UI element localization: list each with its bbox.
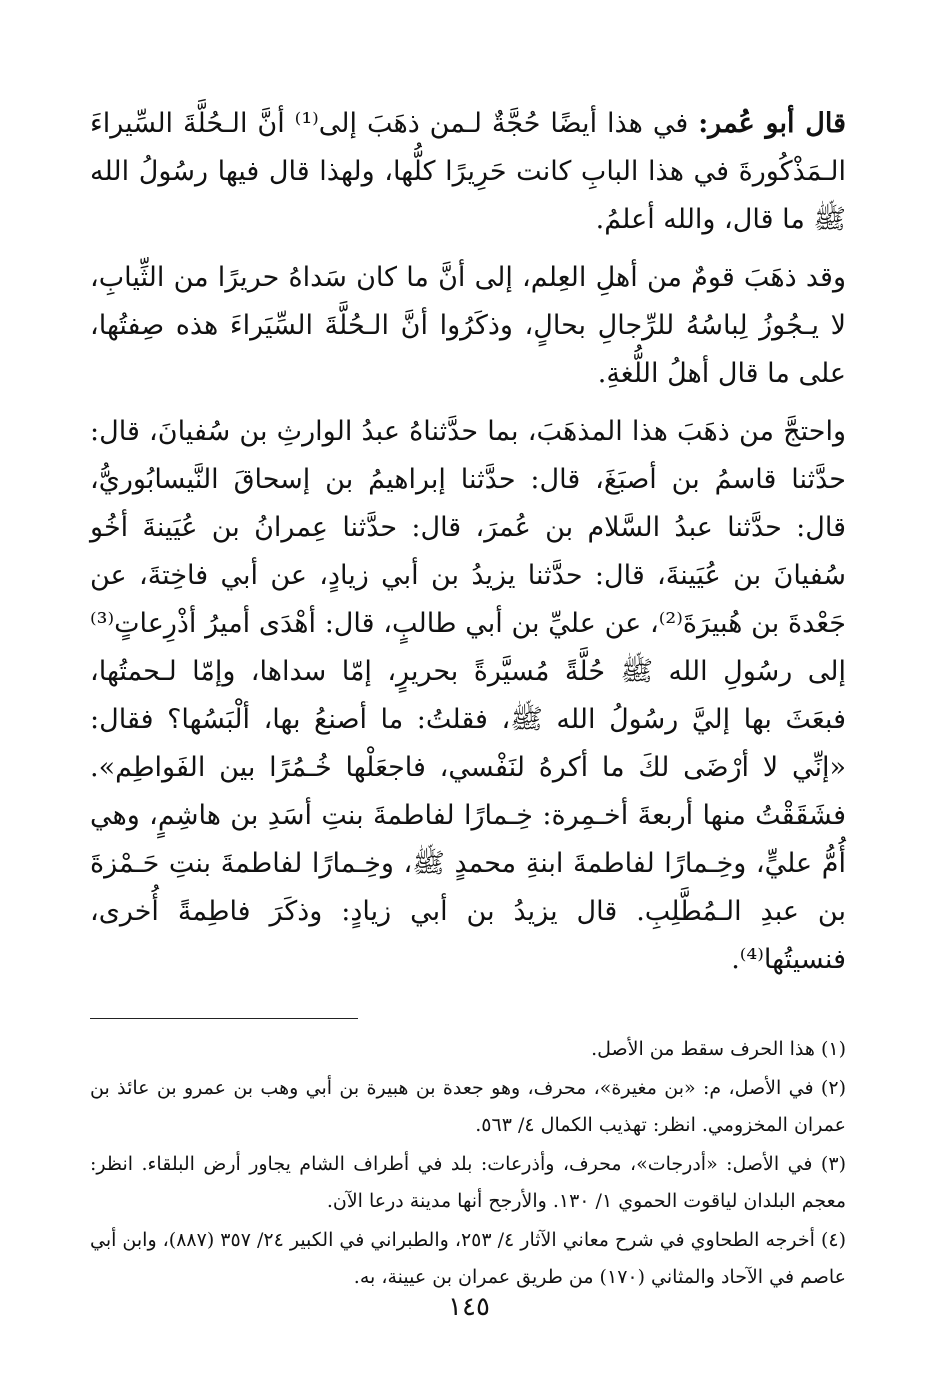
footnote-2: (٢) في الأصل، م: «بن مغيرة»، محرف، وهو جعدة بن هبيرة بن أبي وهب بن عمرو بن عائذ بن عمران المخزومي. انظر: تهذيب الكمال ٤/ ٥٦٣. — [90, 1077, 846, 1136]
main-text — [90, 100, 846, 984]
paragraph-1-text: في هذا أيضًا حُجَّةٌ لـمن ذهَبَ إلى⁽¹⁾ أنَّ الـحُلَّةَ السِّيراءَ الـمَذْكُورةَ في هذا البابِ كانت حَرِيرًا كلُّها، ولهذا قال فيها رسُولُ الله ﷺ ما قال، والله أعلمُ. — [90, 108, 846, 235]
footnote-divider — [90, 1018, 358, 1019]
page-number: ١٤٥ — [448, 1292, 490, 1322]
footnote-4: (٤) أخرجه الطحاوي في شرح معاني الآثار ٤/ ٢٥٣، والطبراني في الكبير ٢٤/ ٣٥٧ (٨٨٧)، وابن أبي عاصم في الآحاد والمثاني (١٧٠) من طريق عمران بن عيينة، به. — [89, 1229, 846, 1288]
paragraph-3: واحتجَّ من ذهَبَ هذا المذهَبَ، بما حدَّثناهُ عبدُ الوارثِ بن سُفيانَ، قال: حدَّثنا قاسمُ بن أصبَغَ، قال: حدَّثنا إبراهيمُ بن إسحاقَ النَّيسابُوريُّ، قال: حدَّثنا عبدُ السَّلام بن عُمرَ، قال: حدَّثنا عِمرانُ بن عُيَينةَ أخُو سُفيانَ بن عُيَينةَ، قال: حدَّثنا يزيدُ بن أبي زيادٍ، عن أبي فاخِتةَ، عن جَعْدةَ بن هُبيرَةَ⁽²⁾، عن عليِّ بن أبي طالبٍ، قال: أهْدَى أميرُ أذْرِعاتٍ⁽³⁾ إلى رسُولِ الله ﷺ حُلَّةً مُسيَّرةً بحريرٍ، إمّا سداها، وإمّا لـحمتُها، فبعَثَ بها إليَّ رسُولُ الله ﷺ، فقلتُ: ما أصنعُ بها، ألْبَسُها؟ فقال: «إنِّي لا أرْضَى لكَ ما أكرهُ لنَفْسي، فاجعَلْها خُـمُرًا بين الفَواطِم». فشَقَقْتُ منها أربعةَ أخـمِرة: خِـمارًا لفاطمةَ بنتِ أسَدِ بن هاشِمٍ، وهي أُمُّ عليٍّ، وخِـمارًا لفاطمةَ ابنةِ محمدٍ ﷺ، وخِـمارًا لفاطمةَ بنتِ حَـمْزةَ بن عبدِ الـمُطَّلِبِ. قال يزيدُ بن أبي زيادٍ: وذكَرَ فاطِمةً أُخرى، فنسيتُها⁽⁴⁾. — [90, 416, 846, 975]
footnote-3: (٣) في الأصل: «أدرجات»، محرف، وأذرعات: بلد في أطراف الشام يجاور أرض البلقاء. انظر: معجم البلدان لياقوت الحموي ١/ ١٣٠. والأرجح أنها مدينة درعا الآن. — [90, 1153, 846, 1212]
paragraph-1 — [90, 100, 846, 244]
speaker-label: قال أبو عُمر: — [698, 108, 847, 139]
footnotes — [90, 1031, 846, 1296]
paragraph-2: وقد ذهَبَ قومٌ من أهلِ العِلم، إلى أنَّ ما كان سَداهُ حريرًا من الثِّيابِ، لا يـجُوزُ لِباسُهُ للرِّجالِ بحالٍ، وذكَرُوا أنَّ الـحُلَّةَ السِّيَراءَ هذه صِفتُها، على ما قال أهلُ اللُّغةِ. — [90, 262, 846, 389]
page-content — [90, 100, 846, 1298]
footnote-1: (١) هذا الحرف سقط من الأصل. — [591, 1038, 846, 1060]
